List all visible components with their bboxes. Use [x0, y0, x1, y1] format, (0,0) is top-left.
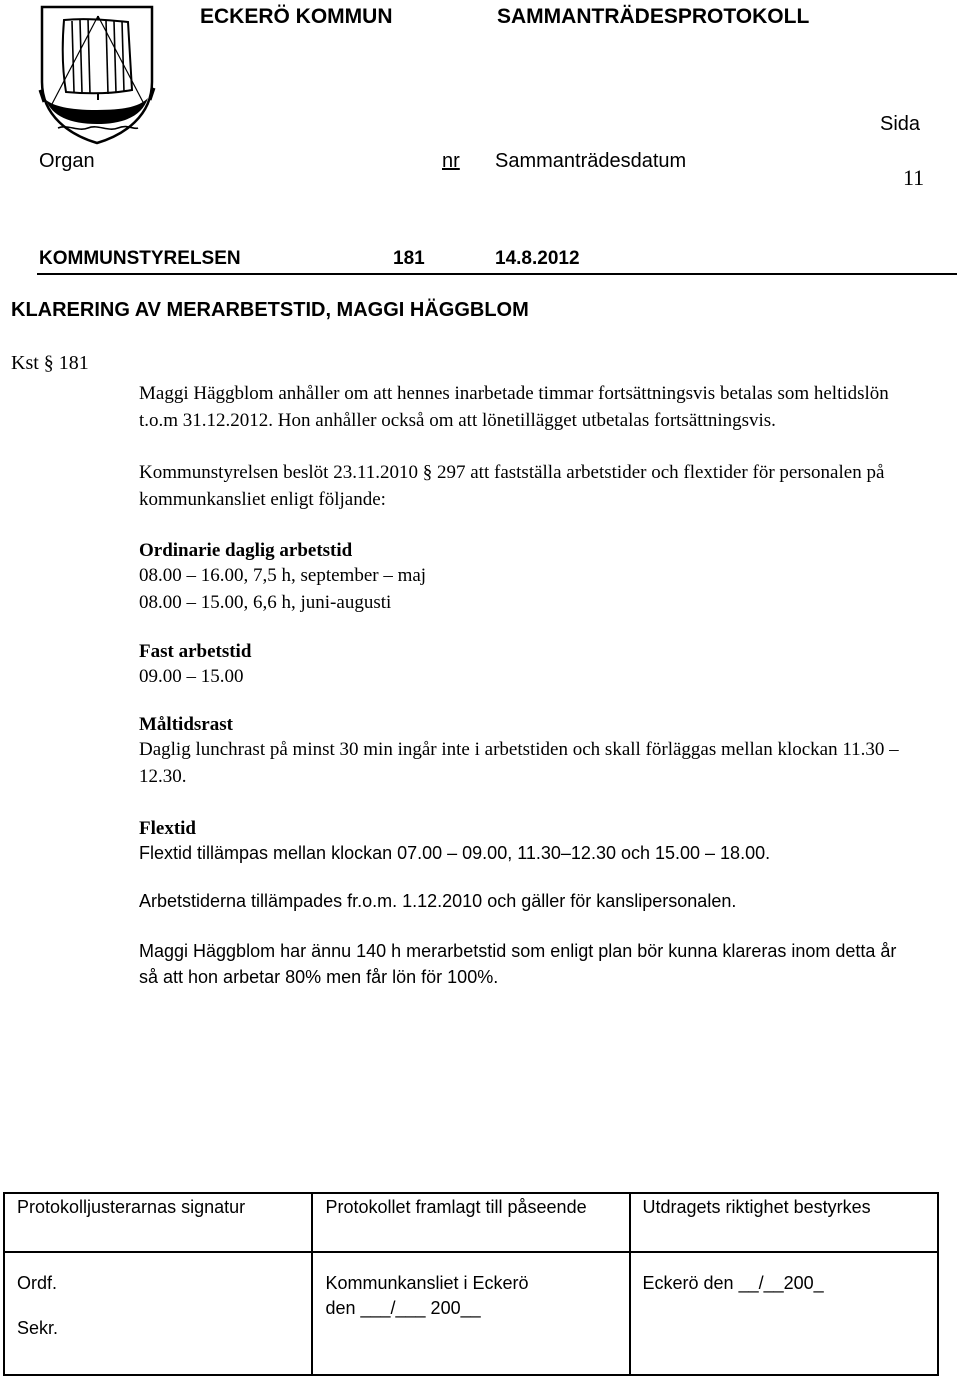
page-label: Sida — [880, 113, 921, 135]
posted-date-line: den ___/___ 200__ — [325, 1298, 481, 1318]
merarbetstid-text: Maggi Häggblom har ännu 140 h merarbetstid som enligt plan bör kunna klareras inom detta år så att hon arbetar 80% men får lön för 100%. — [139, 941, 897, 987]
posted-header-cell — [312, 1193, 629, 1252]
body-column — [139, 380, 919, 990]
posted-location-cell — [312, 1252, 629, 1375]
request-paragraph: Maggi Häggblom anhåller om att hennes inarbetade timmar fortsättningsvis betalas som heltidslön t.o.m 31.12.2012. Hon anhåller också om att lönetillägget utbetalas fortsättningsvis. — [139, 383, 889, 431]
signature-header: Protokolljusterarnas signatur — [17, 1197, 246, 1217]
signature-header-cell — [4, 1193, 312, 1252]
decision-reference-paragraph: Kommunstyrelsen beslöt 23.11.2010 § 297 att fastställa arbetstider och flextider för personalen på kommunkansliet enligt följande: — [139, 462, 885, 510]
organ-label: Organ — [39, 150, 95, 172]
ordinarie-line-2: 08.00 – 15.00, 6,6 h, juni-augusti — [139, 592, 392, 613]
meeting-date-value: 14.8.2012 — [495, 248, 580, 269]
flextid-heading: Flextid — [139, 818, 196, 839]
secretary-label: Sekr. — [17, 1318, 59, 1338]
certified-header: Utdragets riktighet bestyrkes — [642, 1197, 871, 1217]
nr-value: 181 — [393, 248, 425, 269]
certified-date-cell — [630, 1252, 938, 1375]
signature-table — [3, 1192, 939, 1376]
maltidsrast-heading: Måltidsrast — [139, 714, 233, 735]
document-type: SAMMANTRÄDESPROTOKOLL — [497, 5, 810, 28]
header-rule — [37, 273, 957, 275]
flextid-text: Flextid tillämpas mellan klockan 07.00 – 09.00, 11.30–12.30 och 15.00 – 18.00. — [139, 843, 771, 863]
signature-names-cell — [4, 1252, 312, 1375]
fast-arbetstid-line: 09.00 – 15.00 — [139, 666, 244, 687]
maltidsrast-text: Daglig lunchrast på minst 30 min ingår inte i arbetstiden och skall förläggas mellan klockan 11.30 – 12.30. — [139, 739, 899, 787]
certified-date-line: Eckerö den __/__200_ — [642, 1273, 824, 1293]
kst-paragraph-ref: Kst § 181 — [11, 352, 89, 374]
ordinarie-arbetstid-heading: Ordinarie daglig arbetstid — [139, 540, 353, 561]
page-number: 11 — [903, 165, 925, 190]
item-title: KLARERING AV MERARBETSTID, MAGGI HÄGGBLOM — [11, 299, 529, 321]
posted-location: Kommunkansliet i Eckerö — [325, 1273, 529, 1293]
municipal-coat-of-arms-logo — [38, 4, 156, 146]
chair-label: Ordf. — [17, 1273, 58, 1293]
nr-label: nr — [442, 150, 460, 172]
organ-value: KOMMUNSTYRELSEN — [39, 248, 241, 269]
arbetstider-text: Arbetstiderna tillämpades fr.o.m. 1.12.2010 och gäller för kanslipersonalen. — [139, 891, 737, 911]
meeting-date-label: Sammanträdesdatum — [495, 150, 687, 172]
posted-header: Protokollet framlagt till påseende — [325, 1197, 587, 1217]
fast-arbetstid-heading: Fast arbetstid — [139, 641, 252, 662]
certified-header-cell — [630, 1193, 938, 1252]
ordinarie-line-1: 08.00 – 16.00, 7,5 h, september – maj — [139, 565, 427, 586]
municipality-name: ECKERÖ KOMMUN — [200, 5, 393, 28]
